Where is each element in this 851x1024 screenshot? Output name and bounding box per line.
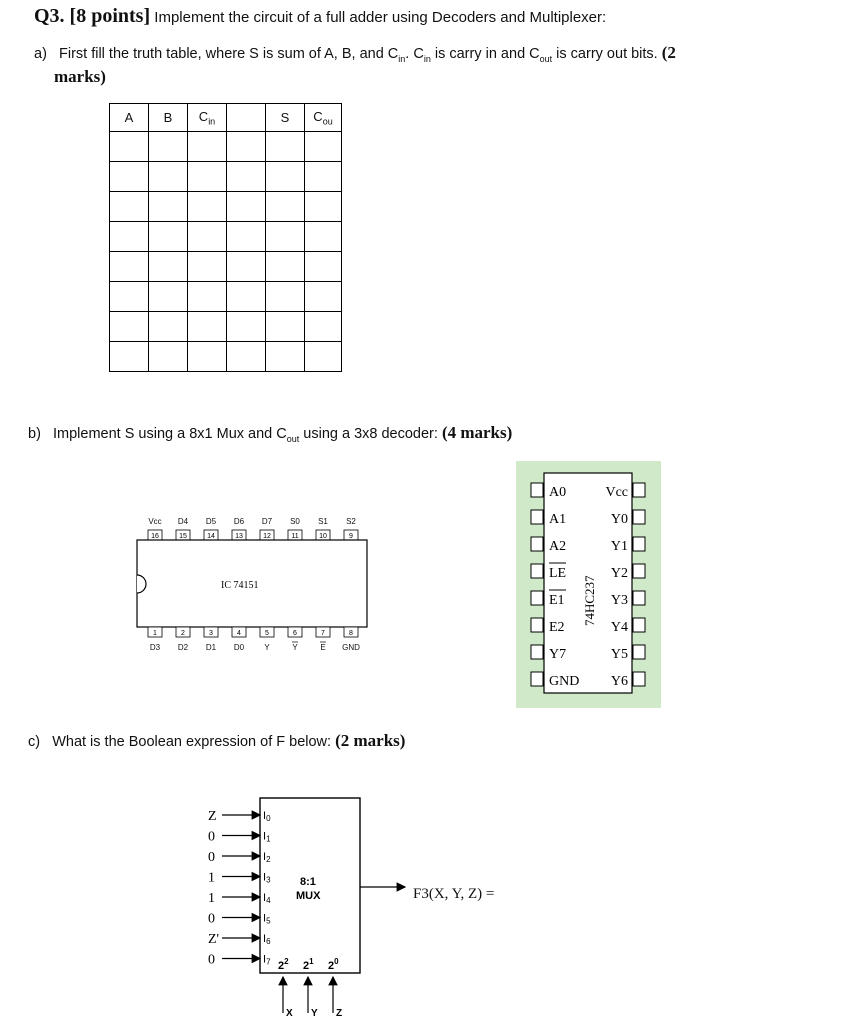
truth-table-row[interactable] xyxy=(110,252,342,282)
truth-table-cell[interactable] xyxy=(227,222,266,252)
truth-table-cell[interactable] xyxy=(149,312,188,342)
ic-bottom-label: Y xyxy=(264,643,270,652)
mux-input-value: Z xyxy=(208,809,217,824)
mux-input-label: I0 xyxy=(263,810,271,823)
dec-right-label: Y0 xyxy=(610,512,628,527)
dec-right-label: Y6 xyxy=(610,674,628,689)
mux-input-value: 1 xyxy=(208,870,215,886)
dec-left-label: LE xyxy=(549,566,567,581)
dec-left-pin xyxy=(531,510,543,524)
mux-select-weight: $2^1$ xyxy=(303,957,314,972)
mux-select-var: Z xyxy=(336,1008,343,1019)
ic-bottom-label: D1 xyxy=(205,643,217,652)
ic-top-pin-number: 15 xyxy=(179,533,187,540)
dec-right-pin xyxy=(633,537,645,551)
part-c-marks: (2 marks) xyxy=(335,731,406,750)
truth-table-cell[interactable] xyxy=(266,162,305,192)
question-title xyxy=(34,5,606,28)
mux-input-value: 0 xyxy=(208,850,215,865)
ic-bottom-pin-number: 5 xyxy=(265,630,269,637)
truth-table-row[interactable] xyxy=(110,192,342,222)
truth-table-cell[interactable] xyxy=(305,342,342,372)
truth-table-cell[interactable] xyxy=(149,222,188,252)
truth-table-cell[interactable] xyxy=(227,132,266,162)
truth-table-cell[interactable] xyxy=(266,342,305,372)
truth-table-cell[interactable] xyxy=(266,132,305,162)
dec-right-label: Y4 xyxy=(610,620,628,635)
truth-table-cell[interactable] xyxy=(149,162,188,192)
truth-table-cell[interactable] xyxy=(110,192,149,222)
mux-input-value: 0 xyxy=(208,829,215,845)
mux-select-var: Y xyxy=(311,1008,318,1019)
header-b: B xyxy=(149,104,188,132)
mux-title-2: MUX xyxy=(296,890,321,902)
truth-table-cell[interactable] xyxy=(266,192,305,222)
truth-table-cell[interactable] xyxy=(305,252,342,282)
truth-table-cell[interactable] xyxy=(227,192,266,222)
dec-right-label: Vcc xyxy=(605,485,628,500)
ic-top-label: S0 xyxy=(290,517,300,526)
truth-table-row[interactable] xyxy=(110,132,342,162)
truth-table-cell[interactable] xyxy=(227,312,266,342)
truth-table-cell[interactable] xyxy=(227,342,266,372)
mux-input-label: I2 xyxy=(263,851,271,864)
ic-bottom-pin-number: 3 xyxy=(209,630,213,637)
truth-table-cell[interactable] xyxy=(227,282,266,312)
ic-bottom-label: D2 xyxy=(177,643,189,652)
truth-table-cell[interactable] xyxy=(305,162,342,192)
dec-left-pin xyxy=(531,591,543,605)
ic-bottom-label: D3 xyxy=(149,643,161,652)
dec-left-label: A1 xyxy=(549,512,567,527)
ic-top-pin-number: 10 xyxy=(319,533,327,540)
ic-top-label: Vcc xyxy=(148,517,162,526)
dec-left-label: E1 xyxy=(549,593,565,608)
ic-top-pin-number: 9 xyxy=(349,533,353,540)
ic-bottom-label: D0 xyxy=(233,643,245,652)
truth-table-cell[interactable] xyxy=(149,282,188,312)
header-cout: $C_{ou}$ xyxy=(305,104,342,132)
truth-table-cell[interactable] xyxy=(110,342,149,372)
dec-right-pin xyxy=(633,483,645,497)
dec-right-pin xyxy=(633,510,645,524)
truth-table-cell[interactable] xyxy=(305,282,342,312)
question-text: Implement the circuit of a full adder using Decoders and Multiplexer: xyxy=(154,9,607,26)
header-empty xyxy=(227,104,266,132)
ic-74hc237-panel xyxy=(516,461,661,708)
dec-left-pin xyxy=(531,483,543,497)
truth-table-row[interactable] xyxy=(110,162,342,192)
truth-table-row[interactable] xyxy=(110,282,342,312)
truth-table-cell[interactable] xyxy=(305,222,342,252)
dec-right-pin xyxy=(633,564,645,578)
truth-table-header-row xyxy=(110,104,342,132)
header-s: S xyxy=(266,104,305,132)
truth-table-cell[interactable] xyxy=(188,192,227,222)
header-a: A xyxy=(110,104,149,132)
truth-table-cell[interactable] xyxy=(110,162,149,192)
dec-right-label: Y5 xyxy=(610,647,628,662)
truth-table-cell[interactable] xyxy=(110,312,149,342)
dec-right-label: Y1 xyxy=(610,539,628,554)
ic-bottom-pin-number: 8 xyxy=(349,630,353,637)
ic-bottom-label: GND xyxy=(342,643,360,652)
dec-right-pin xyxy=(633,645,645,659)
dec-right-pin xyxy=(633,672,645,686)
mux-input-label: I7 xyxy=(263,953,271,967)
ic-bottom-pin-number: 1 xyxy=(153,630,157,637)
truth-table-cell[interactable] xyxy=(149,132,188,162)
dec-left-label: E2 xyxy=(549,620,565,635)
mux-select-weight: $2^0$ xyxy=(328,957,339,972)
ic-bottom-label: E xyxy=(320,643,326,652)
mux-input-value: 0 xyxy=(208,911,215,927)
mux-diagram xyxy=(190,795,550,1020)
part-c-text: c) What is the Boolean expression of F below: (2 marks) xyxy=(28,731,406,750)
truth-table-row[interactable] xyxy=(110,342,342,372)
mux-select-weight: $2^2$ xyxy=(278,957,289,972)
truth-table-cell[interactable] xyxy=(110,222,149,252)
truth-table-cell[interactable] xyxy=(227,252,266,282)
ic-bottom-pin-number: 7 xyxy=(321,630,325,637)
dec-right-label: Y3 xyxy=(610,593,628,608)
dec-right-label: Y2 xyxy=(610,566,628,581)
dec-left-pin xyxy=(531,564,543,578)
ic-top-label: D5 xyxy=(205,517,217,526)
truth-table-cell[interactable] xyxy=(149,252,188,282)
ic-top-label: D7 xyxy=(261,517,273,526)
ic-top-label: S2 xyxy=(346,517,356,526)
part-b-text: b) Implement S using a 8x1 Mux and $C_{out}$ using a 3x8 decoder: (4 marks) xyxy=(28,423,513,444)
truth-table-cell[interactable] xyxy=(149,342,188,372)
mux-output-expression: F3(X, Y, Z) = xyxy=(413,886,495,902)
truth-table-cell[interactable] xyxy=(227,162,266,192)
truth-table-cell[interactable] xyxy=(266,222,305,252)
mux-input-label: I4 xyxy=(263,892,271,905)
truth-table-cell[interactable] xyxy=(188,222,227,252)
ic-top-pin-number: 16 xyxy=(151,533,159,540)
truth-table-row[interactable] xyxy=(110,222,342,252)
dec-left-label: GND xyxy=(549,674,580,689)
mux-input-value: Z' xyxy=(208,932,220,947)
truth-table-cell[interactable] xyxy=(149,192,188,222)
ic-74hc237-diagram xyxy=(516,461,661,708)
ic-bottom-pin-number: 2 xyxy=(181,630,185,637)
ic-bottom-pin-number: 4 xyxy=(237,630,241,637)
truth-table-cell[interactable] xyxy=(110,252,149,282)
truth-table xyxy=(109,103,342,372)
mux-input-label: I5 xyxy=(263,912,271,926)
dec-right-pin xyxy=(633,591,645,605)
ic-bottom-label: Y xyxy=(292,643,298,652)
truth-table-cell[interactable] xyxy=(188,282,227,312)
dec-left-label: A0 xyxy=(549,485,567,500)
truth-table-cell[interactable] xyxy=(188,162,227,192)
truth-table-cell[interactable] xyxy=(266,252,305,282)
ic-top-pin-number: 13 xyxy=(235,533,243,540)
dec-right-pin xyxy=(633,618,645,632)
dec-left-pin xyxy=(531,672,543,686)
dec-left-label: A2 xyxy=(549,539,567,554)
truth-table-cell[interactable] xyxy=(188,342,227,372)
part-a-marks-close: marks) xyxy=(54,67,106,86)
ic-top-pin-number: 11 xyxy=(291,533,299,540)
question-number: Q3. [8 points] xyxy=(34,5,151,27)
truth-table-row[interactable] xyxy=(110,312,342,342)
mux-input-label: I3 xyxy=(263,871,271,885)
dec-left-pin xyxy=(531,537,543,551)
part-a-text: a) First fill the truth table, where S is sum of A, B, and $C_{in}$. $C_{in}$ is carry in and $C_{out}$ is carry out bits. (2 xyxy=(34,43,676,64)
ic-74151-diagram xyxy=(125,512,385,662)
truth-table-cell[interactable] xyxy=(188,132,227,162)
mux-select-var: X xyxy=(286,1008,293,1019)
ic-74151-name: IC 74151 xyxy=(221,580,259,591)
truth-table-cell[interactable] xyxy=(110,132,149,162)
mux-title-1: 8:1 xyxy=(300,876,316,888)
ic-top-pin-number: 12 xyxy=(263,533,271,540)
truth-table-cell[interactable] xyxy=(305,192,342,222)
ic-bottom-pin-number: 6 xyxy=(293,630,297,637)
truth-table-cell[interactable] xyxy=(305,132,342,162)
dec-left-pin xyxy=(531,645,543,659)
dec-left-pin xyxy=(531,618,543,632)
mux-input-label: I1 xyxy=(263,830,271,844)
truth-table-cell[interactable] xyxy=(305,312,342,342)
ic-top-pin-number: 14 xyxy=(207,533,215,540)
ic-top-label: D4 xyxy=(177,517,189,526)
truth-table-cell[interactable] xyxy=(188,252,227,282)
mux-input-label: I6 xyxy=(263,933,271,946)
mux-input-value: 1 xyxy=(208,891,215,906)
truth-table-cell[interactable] xyxy=(188,312,227,342)
part-b-marks: (4 marks) xyxy=(441,423,513,442)
ic-top-label: D6 xyxy=(233,517,245,526)
dec-left-label: Y7 xyxy=(549,647,567,662)
part-a-marks-open: (2 xyxy=(661,43,676,62)
truth-table-cell[interactable] xyxy=(110,282,149,312)
truth-table-cell[interactable] xyxy=(266,282,305,312)
truth-table-cell[interactable] xyxy=(266,312,305,342)
ic-74hc237-name: 74HC237 xyxy=(582,575,597,626)
ic-top-label: S1 xyxy=(318,517,328,526)
mux-input-value: 0 xyxy=(208,952,215,968)
header-cin: $C_{in}$ xyxy=(188,104,227,132)
